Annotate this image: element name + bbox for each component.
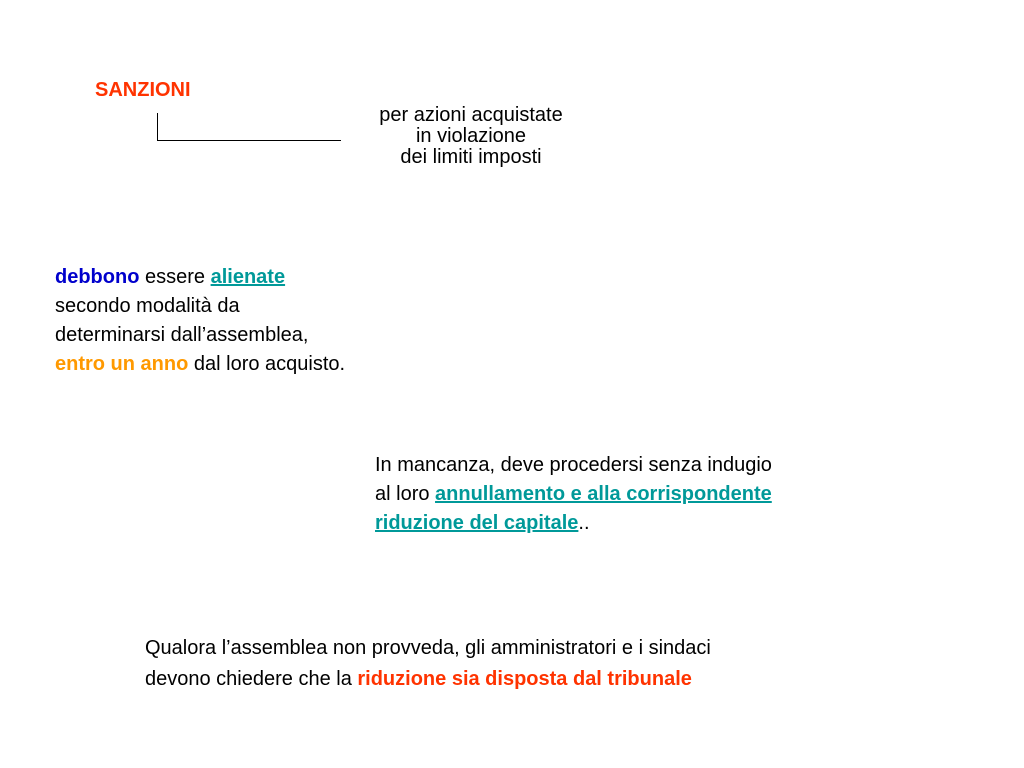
bracket-connector bbox=[157, 113, 341, 141]
riduzione-capitale-link[interactable]: riduzione del capitale bbox=[375, 512, 579, 534]
alienation-paragraph bbox=[55, 263, 345, 379]
annulment-line-3 bbox=[375, 509, 772, 538]
tribunal-line-2 bbox=[145, 664, 711, 695]
slide-title: SANZIONI bbox=[95, 79, 191, 101]
tribunal-paragraph bbox=[145, 633, 711, 695]
annulment-line-1: In mancanza, deve procedersi senza indugio bbox=[375, 454, 772, 476]
annullamento-link[interactable]: annullamento e alla corrispondente bbox=[435, 483, 772, 505]
tribunal-line-1: Qualora l’assemblea non provveda, gli amministratori e i sindaci bbox=[145, 637, 711, 659]
alienation-line-3: determinarsi dall’assemblea, bbox=[55, 324, 309, 346]
debbono-word: debbono bbox=[55, 266, 140, 288]
alienation-line-1 bbox=[55, 263, 345, 292]
trailing-dots: .. bbox=[578, 512, 590, 534]
al-loro-text: al loro bbox=[375, 483, 436, 505]
acquisto-text: dal loro acquisto. bbox=[188, 353, 346, 375]
alienation-line-4 bbox=[55, 350, 345, 379]
annulment-paragraph bbox=[375, 451, 772, 538]
subject-line-2: in violazione bbox=[415, 125, 527, 147]
subject-line-1: per azioni acquistate bbox=[379, 104, 563, 126]
subject-line-3: dei limiti imposti bbox=[400, 146, 542, 168]
essere-word: essere bbox=[139, 266, 211, 288]
alienation-line-2: secondo modalità da bbox=[55, 295, 240, 317]
annulment-line-2 bbox=[375, 480, 772, 509]
alienate-link[interactable]: alienate bbox=[210, 266, 286, 288]
riduzione-tribunale-text: riduzione sia disposta dal tribunale bbox=[357, 668, 692, 690]
devono-text: devono chiedere che la bbox=[145, 668, 358, 690]
entro-un-anno-text: entro un anno bbox=[55, 353, 189, 375]
subject-text bbox=[340, 105, 602, 168]
